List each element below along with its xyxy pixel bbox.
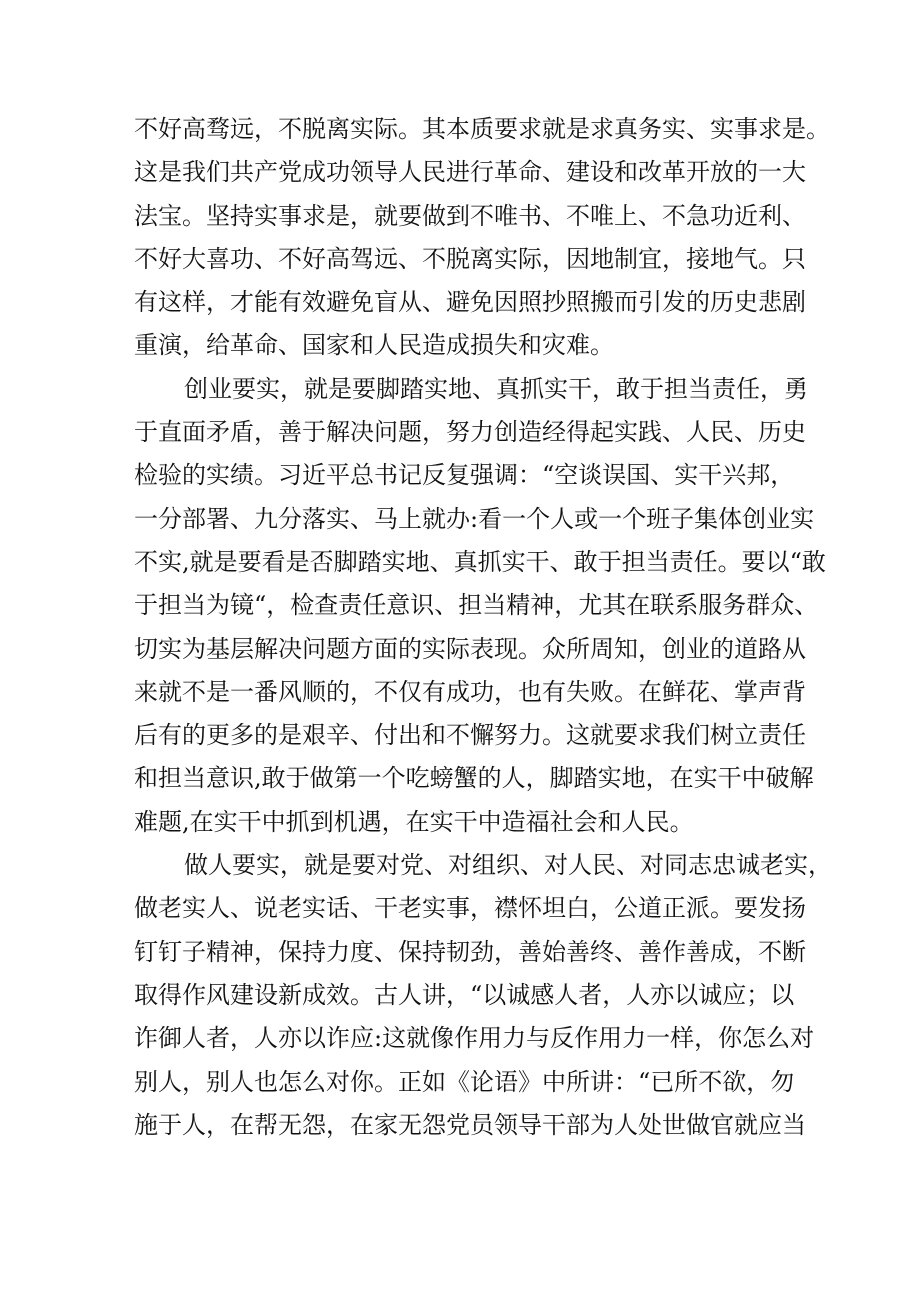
text-line: 检验的实绩。习近平总书记反复强调：“空谈误国、实干兴邦， bbox=[134, 461, 795, 490]
text-line: 于担当为镜“，检查责任意识、担当精神，尤其在联系服务群众、 bbox=[134, 591, 819, 620]
text-line: 重演，给革命、国家和人民造成损失和灾难。 bbox=[134, 331, 614, 360]
text-line: 和担当意识,敢于做第一个吃螃蟹的人，脚踏实地，在实干中破解 bbox=[134, 764, 814, 793]
text-line: 诈御人者，人亦以诈应:这就像作用力与反作用力一样，你怎么对 bbox=[134, 1024, 815, 1053]
text-line: 法宝。坚持实事求是，就要做到不唯书、不唯上、不急功近利、 bbox=[134, 201, 806, 230]
text-line: 钉钉子精神，保持力度、保持韧劲，善始善终、善作善成，不断 bbox=[134, 937, 806, 966]
document-body bbox=[134, 108, 832, 1147]
text-line: 于直面矛盾，善于解决问题，努力创造经得起实践、人民、历史 bbox=[134, 418, 806, 447]
text-line: 创业要实，就是要脚踏实地、真抓实干，敢于担当责任，勇 bbox=[184, 374, 808, 403]
text-line: 不好高骛远，不脱离实际。其本质要求就是求真务实、实事求是。 bbox=[134, 115, 830, 143]
text-line: 切实为基层解决问题方面的实际表现。众所周知，创业的道路从 bbox=[134, 634, 806, 663]
text-line: 后有的更多的是艰辛、付出和不懈努力。这就要求我们树立责任 bbox=[134, 721, 806, 750]
text-line: 施于人，在帮无怨，在家无怨党员领导干部为人处世做官就应当 bbox=[134, 1110, 806, 1139]
text-line: 取得作风建设新成效。古人讲，“以诚感人者，人亦以诚应；以 bbox=[134, 980, 795, 1009]
text-line: 这是我们共产党成功领导人民进行革命、建设和改革开放的一大 bbox=[134, 158, 806, 187]
text-line: 难题,在实干中抓到机遇，在实干中造福社会和人民。 bbox=[134, 807, 694, 836]
text-line: 有这样，才能有效避免盲从、避免因照抄照搬而引发的历史悲剧 bbox=[134, 288, 806, 317]
text-line: 做老实人、说老实话、干老实事，襟怀坦白，公道正派。要发扬 bbox=[134, 894, 806, 923]
text-line: 不实,就是要看是否脚踏实地、真抓实干、敢于担当责任。要以“敢 bbox=[134, 547, 826, 576]
text-line: 不好大喜功、不好高驾远、不脱离实际，因地制宜，接地气。只 bbox=[134, 244, 806, 273]
text-line: 一分部署、九分落实、马上就办:看一个人或一个班子集体创业实 bbox=[134, 504, 815, 533]
text-line: 别人，别人也怎么对你。正如《论语》中所讲：“已所不欲，勿 bbox=[134, 1067, 795, 1096]
text-line: 做人要实，就是要对党、对组织、对人民、对同志忠诚老实， bbox=[184, 851, 832, 880]
text-line: 来就不是一番风顺的，不仅有成功，也有失败。在鲜花、掌声背 bbox=[134, 677, 806, 706]
